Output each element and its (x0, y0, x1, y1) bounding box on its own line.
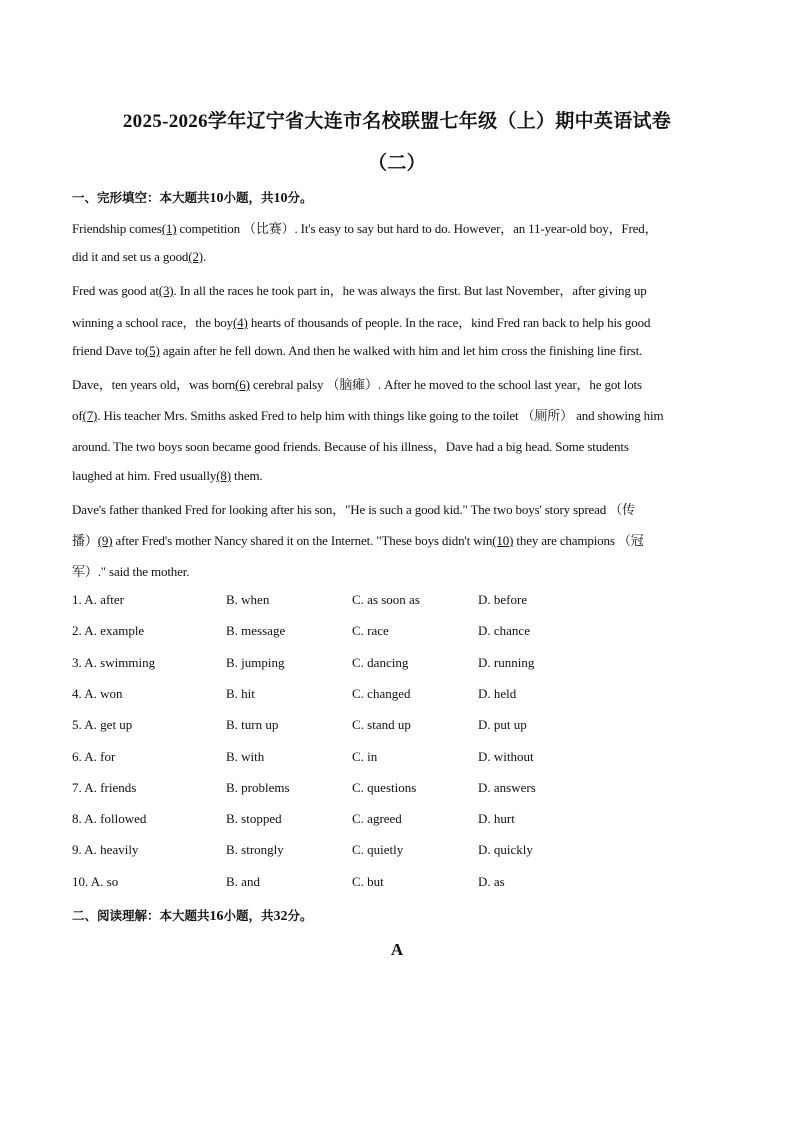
question-options-row (72, 842, 722, 862)
section-cloze-heading: 一、完形填空：本大题共10小题，共10分。 (72, 190, 313, 206)
question-options-row (72, 780, 722, 800)
option-d: D. as (478, 873, 505, 889)
option-b: B. turn up (226, 717, 279, 733)
question-options-row (72, 717, 722, 737)
exam-title: 2025-2026学年辽宁省大连市名校联盟七年级（上）期中英语试卷 (122, 111, 672, 132)
option-c: C. questions (352, 779, 417, 795)
option-b: B. strongly (226, 842, 284, 858)
option-d: D. put up (478, 717, 527, 733)
blank-2: (2) (188, 249, 203, 264)
option-d: D. held (478, 685, 517, 701)
option-b: B. with (226, 748, 265, 764)
option-b: B. and (226, 873, 260, 889)
option-b: B. problems (226, 779, 290, 795)
option-c: C. but (352, 873, 384, 889)
blank-6: (6) (235, 377, 250, 392)
passage-line: Dave，ten years old，was born(6) cerebral palsy （脑瘫）. After he moved to the school last year，he got lots (72, 377, 642, 392)
option-c: C. dancing (352, 654, 409, 670)
option-d: D. quickly (478, 842, 533, 858)
question-options-row (72, 655, 722, 675)
option-d: D. before (478, 592, 528, 607)
option-b: B. stopped (226, 811, 282, 827)
option-a: 1. A. after (72, 592, 124, 607)
option-d: D. chance (478, 623, 530, 639)
option-a: 10. A. so (72, 873, 119, 889)
option-c: C. changed (352, 685, 411, 701)
option-a: 6. A. for (72, 748, 116, 764)
question-options-row (72, 749, 722, 769)
passage-line: around. The two boys soon became good friends. Because of his illness，Dave had a big head. Some students (72, 439, 629, 454)
option-d: D. answers (478, 779, 536, 795)
blank-1: (1) (161, 221, 177, 236)
blank-5: (5) (144, 343, 160, 358)
exam-title-version: （二） (368, 153, 426, 174)
option-a: 3. A. swimming (72, 654, 156, 670)
option-b: B. jumping (226, 654, 285, 670)
blank-10: (10) (492, 533, 514, 548)
question-options-row (72, 592, 722, 612)
option-c: C. quietly (352, 842, 404, 858)
option-a: 8. A. followed (72, 811, 147, 827)
option-d: D. hurt (478, 811, 515, 827)
blank-9: (9) (97, 533, 113, 548)
question-options-row (72, 686, 722, 706)
passage-line: 播）(9) after Fred's mother Nancy shared it on the Internet. "These boys didn't win(10) they are champions （冠 (72, 533, 644, 548)
reading-part-label: A (390, 940, 404, 959)
blank-8: (8) (216, 468, 231, 483)
passage-line: winning a school race，the boy(4) hearts of thousands of people. In the race，kind Fred ran back to help his good (72, 315, 651, 330)
option-a: 7. A. friends (72, 779, 137, 795)
option-d: D. without (478, 748, 534, 764)
blank-3: (3) (158, 283, 174, 298)
blank-4: (4) (233, 315, 248, 330)
passage-line: Friendship comes(1) competition （比赛）. It's easy to say but hard to do. However，an 11-year-old boy，Fred， (72, 221, 658, 236)
passage-line: friend Dave to(5) again after he fell down. And then he walked with him and let him cross the finishing line first. (72, 343, 643, 358)
passage-line: of(7). His teacher Mrs. Smiths asked Fred to help him with things like going to the toilet （厕所） and showing him (72, 408, 664, 423)
passage-line: Fred was good at(3). In all the races he took part in，he was always the first. But last November，after giving up (72, 283, 647, 298)
section-reading-heading: 二、阅读理解：本大题共16小题，共32分。 (72, 908, 313, 924)
passage-line: did it and set us a good(2). (72, 249, 207, 264)
option-c: C. race (352, 623, 389, 639)
question-options-row (72, 874, 722, 894)
blank-7: (7) (82, 408, 98, 423)
option-a: 5. A. get up (72, 717, 133, 733)
option-a: 9. A. heavily (72, 842, 139, 858)
option-c: C. stand up (352, 717, 411, 733)
passage-line: 军）." said the mother. (72, 564, 190, 579)
option-c: C. as soon as (352, 592, 420, 607)
question-options-row (72, 811, 722, 831)
option-c: C. in (352, 748, 378, 764)
passage-line: laughed at him. Fred usually(8) them. (72, 468, 263, 483)
passage-line: Dave's father thanked Fred for looking after his son，"He is such a good kid." The two boys' story spread （传 (72, 502, 635, 517)
option-b: B. message (226, 623, 286, 639)
option-d: D. running (478, 654, 535, 670)
option-b: B. when (226, 592, 270, 607)
option-c: C. agreed (352, 811, 402, 827)
option-a: 4. A. won (72, 685, 123, 701)
question-options-row (72, 623, 722, 643)
option-b: B. hit (226, 685, 255, 701)
option-a: 2. A. example (72, 623, 145, 639)
